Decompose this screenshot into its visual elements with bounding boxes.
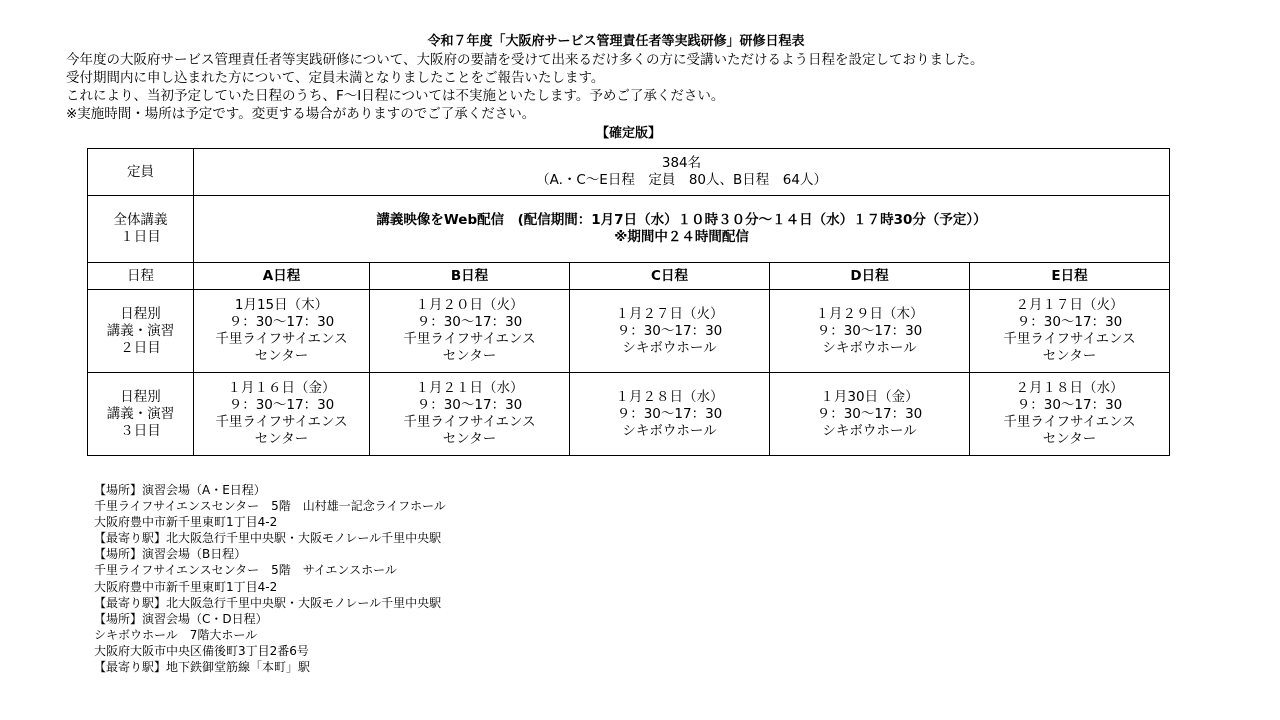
capacity-row <box>88 149 1170 196</box>
session-venue: センター <box>254 348 309 364</box>
session-venue: 千里ライフサイエンス <box>403 331 536 347</box>
venue-name: 千里ライフサイエンスセンター 5階 サイエンスホール <box>94 563 397 578</box>
schedule-header-row <box>88 263 1170 290</box>
venue-name: 千里ライフサイエンスセンター 5階 山村雄一記念ライフホール <box>94 499 446 514</box>
row-label-line: 日程別 <box>120 388 161 405</box>
session-venue: シキボウホール <box>622 422 717 439</box>
capacity-value <box>194 149 1170 196</box>
session-venue: シキボウホール <box>822 339 917 356</box>
session-time: ９：30〜17：30 <box>816 322 923 339</box>
session-date: １月２１日（水） <box>415 380 524 396</box>
session-date: １月２０日（火） <box>415 297 524 313</box>
lecture-label-line: 全体講義 <box>113 212 168 228</box>
day2-a-cell <box>194 290 370 373</box>
capacity-detail: （A.・C〜E日程 定員 80人、B日程 64人） <box>536 172 827 188</box>
day3-b-cell <box>370 373 570 456</box>
session-venue: 千里ライフサイエンス <box>1003 414 1136 430</box>
session-time: ９：30〜17：30 <box>416 314 523 330</box>
day2-e-cell <box>970 290 1170 373</box>
venue-address: 大阪府大阪市中央区備後町3丁目2番6号 <box>94 643 309 658</box>
lecture-delivery: 講義映像をWeb配信 (配信期間：1月7日（水）１０時３０分〜１４日（水）１７時30分（予定）） <box>376 212 987 228</box>
row-label-line: 講義・演習 <box>106 405 175 422</box>
day3-label <box>88 373 194 456</box>
column-header-d: D日程 <box>770 263 970 290</box>
venue-heading: 【場所】演習会場（C・D日程） <box>94 611 268 626</box>
day2-c-cell <box>570 290 770 373</box>
session-date: １月30日（金） <box>820 388 919 405</box>
session-time: ９：30〜17：30 <box>228 397 335 413</box>
column-header-a: A日程 <box>194 263 370 290</box>
day3-e-cell <box>970 373 1170 456</box>
intro-note: ※実施時間・場所は予定です。変更する場合がありますのでご了承ください。 <box>66 106 536 122</box>
version-label: 【確定版】 <box>595 126 661 141</box>
session-date: 1月15日（木） <box>234 297 329 313</box>
venue-name: シキボウホール 7階大ホール <box>94 627 258 642</box>
intro-line: これにより、当初予定していた日程のうち、F〜I日程については不実施といたします。予めご了承ください。 <box>66 88 725 104</box>
session-time: ９：30〜17：30 <box>616 405 723 422</box>
capacity-total: 384名 <box>661 155 702 171</box>
column-header-c: C日程 <box>570 263 770 290</box>
session-date: １月１６日（金） <box>227 380 336 396</box>
venue-notes <box>94 482 794 675</box>
session-venue: 千里ライフサイエンス <box>403 414 536 430</box>
day3-c-cell <box>570 373 770 456</box>
day2-row <box>88 290 1170 373</box>
session-venue: センター <box>1042 348 1097 364</box>
venue-station: 【最寄り駅】北大阪急行千里中央駅・大阪モノレール千里中央駅 <box>94 595 442 610</box>
session-venue: センター <box>442 348 497 364</box>
row-label-line: 日程別 <box>120 305 161 322</box>
day3-row <box>88 373 1170 456</box>
session-venue: センター <box>1042 431 1097 447</box>
lecture-label-line: １日目 <box>120 229 161 245</box>
session-time: ９：30〜17：30 <box>616 322 723 339</box>
intro-line: 受付期間内に申し込まれた方について、定員未満となりましたことをご報告いたします。 <box>66 70 605 86</box>
venue-address: 大阪府豊中市新千里東町1丁目4-2 <box>94 515 278 530</box>
session-date: １月２８日（水） <box>615 388 724 405</box>
day3-d-cell <box>770 373 970 456</box>
session-venue: センター <box>254 431 309 447</box>
session-venue: 千里ライフサイエンス <box>215 414 348 430</box>
column-header-e: E日程 <box>970 263 1170 290</box>
session-venue: シキボウホール <box>622 339 717 356</box>
day2-d-cell <box>770 290 970 373</box>
venue-station: 【最寄り駅】北大阪急行千里中央駅・大阪モノレール千里中央駅 <box>94 531 442 546</box>
session-date: ２月１７日（火） <box>1015 297 1124 313</box>
session-venue: センター <box>442 431 497 447</box>
session-venue: 千里ライフサイエンス <box>215 331 348 347</box>
lecture-row <box>88 196 1170 263</box>
lecture-note: ※期間中２４時間配信 <box>614 229 749 245</box>
session-time: ９：30〜17：30 <box>228 314 335 330</box>
session-venue: 千里ライフサイエンス <box>1003 331 1136 347</box>
row-label-line: 講義・演習 <box>106 322 175 339</box>
session-date: １月２９日（木） <box>815 305 924 322</box>
session-date: １月２７日（火） <box>615 305 724 322</box>
day3-a-cell <box>194 373 370 456</box>
session-time: ９：30〜17：30 <box>1016 314 1123 330</box>
lecture-value <box>194 196 1170 263</box>
venue-address: 大阪府豊中市新千里東町1丁目4-2 <box>94 579 278 594</box>
intro-text <box>66 51 1246 123</box>
page-title: 令和７年度「大阪府サービス管理責任者等実践研修」研修日程表 <box>427 34 805 49</box>
row-label-line: ３日目 <box>120 422 161 439</box>
session-time: ９：30〜17：30 <box>816 405 923 422</box>
venue-station: 【最寄り駅】地下鉄御堂筋線「本町」駅 <box>94 660 311 675</box>
row-label-line: ２日目 <box>120 339 161 356</box>
schedule-table <box>87 148 1170 456</box>
schedule-header-label: 日程 <box>88 263 194 290</box>
session-venue: シキボウホール <box>822 422 917 439</box>
session-time: ９：30〜17：30 <box>416 397 523 413</box>
column-header-b: B日程 <box>370 263 570 290</box>
lecture-label <box>88 196 194 263</box>
session-time: ９：30〜17：30 <box>1016 397 1123 413</box>
day2-b-cell <box>370 290 570 373</box>
capacity-label: 定員 <box>88 149 194 196</box>
venue-heading: 【場所】演習会場（B日程） <box>94 547 247 562</box>
venue-heading: 【場所】演習会場（A・E日程） <box>94 483 266 497</box>
intro-line: 今年度の大阪府サービス管理責任者等実践研修について、大阪府の要請を受けて出来るだけ多くの方に受講いただけるよう日程を設定しておりました。 <box>66 52 984 68</box>
day2-label <box>88 290 194 373</box>
session-date: ２月１８日（水） <box>1015 380 1124 396</box>
